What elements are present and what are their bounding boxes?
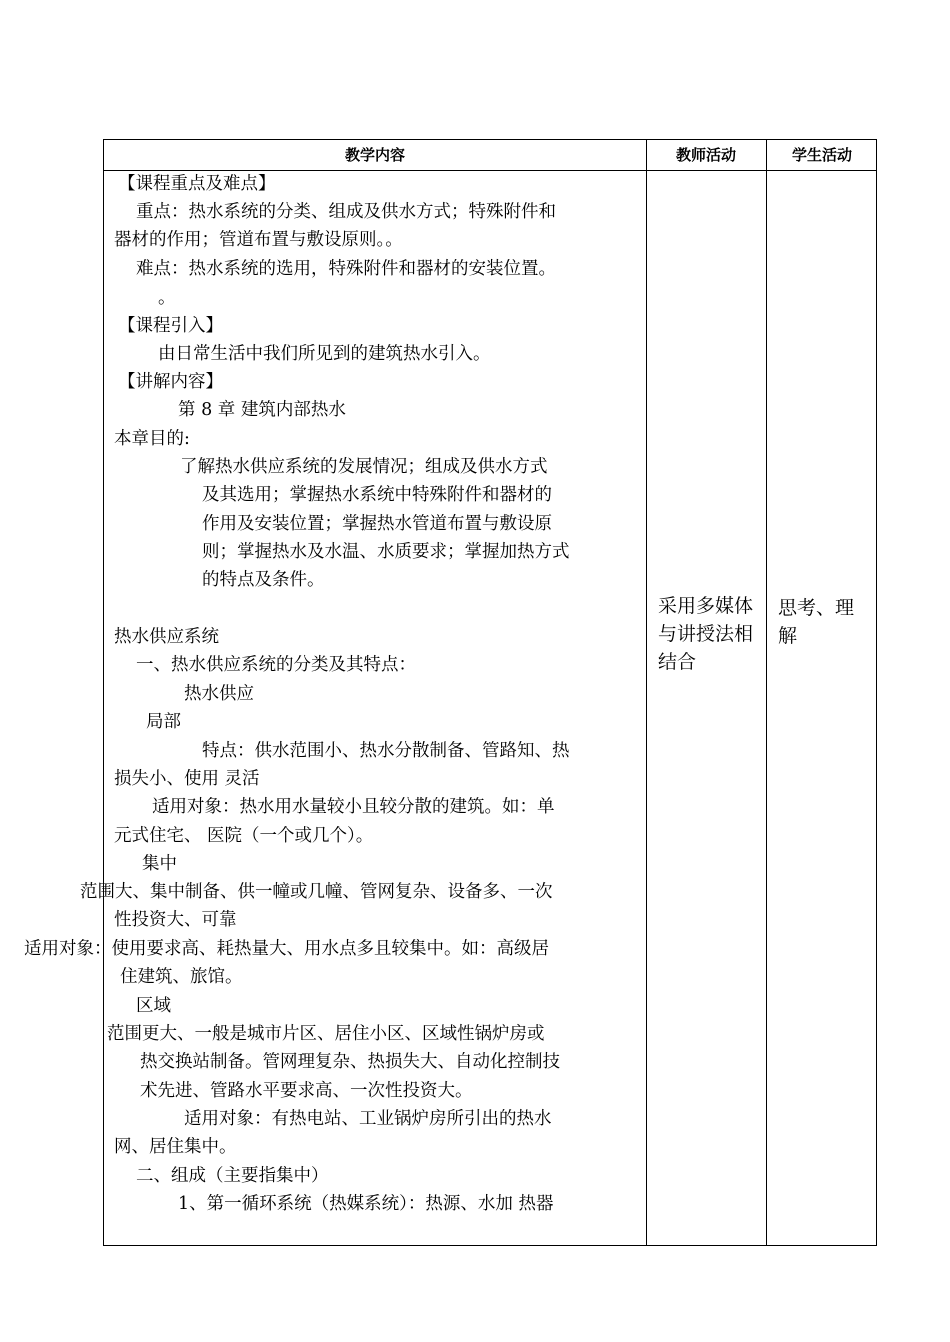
student-activity-text: 思考、理解 — [778, 597, 855, 647]
content-line: 适用对象：有热电站、工业锅炉房所引出的热水 — [184, 1109, 552, 1129]
content-line: 及其选用；掌握热水系统中特殊附件和器材的 — [202, 485, 552, 505]
content-line: 范围更大、一般是城市片区、居住小区、区域性锅炉房或 — [107, 1024, 545, 1044]
content-line: 热水供应系统 — [114, 627, 219, 647]
content-line: 网、居住集中。 — [114, 1137, 237, 1157]
content-line: 由日常生活中我们所见到的建筑热水引入。 — [158, 344, 491, 364]
content-line: 本章目的: — [114, 429, 190, 449]
content-line: 了解热水供应系统的发展情况；组成及供水方式 — [180, 457, 548, 477]
header-student: 学生活动 — [791, 146, 852, 164]
content-line: 元式住宅、 医院（一个或几个）。 — [114, 826, 374, 846]
content-line: 住建筑、旅馆。 — [120, 967, 243, 987]
content-line: 1、第一循环系统（热媒系统）：热源、水加 热器 — [178, 1194, 554, 1214]
content-line: 则；掌握热水及水温、水质要求；掌握加热方式 — [202, 542, 570, 562]
content-line: 第 8 章 建筑内部热水 — [178, 400, 346, 420]
content-line: 重点：热水系统的分类、组成及供水方式；特殊附件和 — [136, 202, 556, 222]
content-line: 一、热水供应系统的分类及其特点： — [136, 655, 416, 675]
header-content: 教学内容 — [344, 146, 405, 164]
column-divider — [646, 140, 647, 1245]
content-line: 。 — [158, 288, 176, 308]
content-line: 热水供应 — [184, 684, 254, 704]
content-line: 性投资大、可靠 — [114, 910, 237, 930]
content-line: 局部 — [146, 712, 181, 732]
content-line: 的特点及条件。 — [202, 570, 325, 590]
content-line: 特点：供水范围小、热水分散制备、管路知、热 — [202, 741, 570, 761]
content-line: 【课程重点及难点】 — [118, 174, 276, 194]
column-divider — [766, 140, 767, 1245]
content-line: 【讲解内容】 — [118, 372, 223, 392]
header-teacher: 教师活动 — [675, 146, 736, 164]
content-line: 器材的作用；管道布置与敷设原则。。 — [114, 230, 403, 250]
content-line: 适用对象：热水用水量较小且较分散的建筑。如：单 — [152, 797, 555, 817]
content-line: 损失小、使用 灵活 — [114, 769, 260, 789]
content-line: 术先进、管路水平要求高、一次性投资大。 — [140, 1081, 473, 1101]
content-line: 热交换站制备。管网理复杂、热损失大、自动化控制技 — [140, 1052, 560, 1072]
content-line: 适用对象：使用要求高、耗热量大、用水点多且较集中。如：高级居 — [24, 939, 549, 959]
content-line: 作用及安装位置；掌握热水管道布置与敷设原 — [202, 514, 552, 534]
content-line: 难点：热水系统的选用，特殊附件和器材的安装位置。 — [136, 259, 556, 279]
content-line: 二、组成（主要指集中） — [136, 1166, 329, 1186]
content-line: 集中 — [142, 854, 177, 874]
content-line: 【课程引入】 — [118, 316, 223, 336]
teacher-activity-text: 采用多媒体与讲授法相结合 — [658, 595, 754, 673]
content-line: 范围大、集中制备、供一幢或几幢、管网复杂、设备多、一次 — [80, 882, 553, 902]
content-line: 区域 — [136, 996, 171, 1016]
